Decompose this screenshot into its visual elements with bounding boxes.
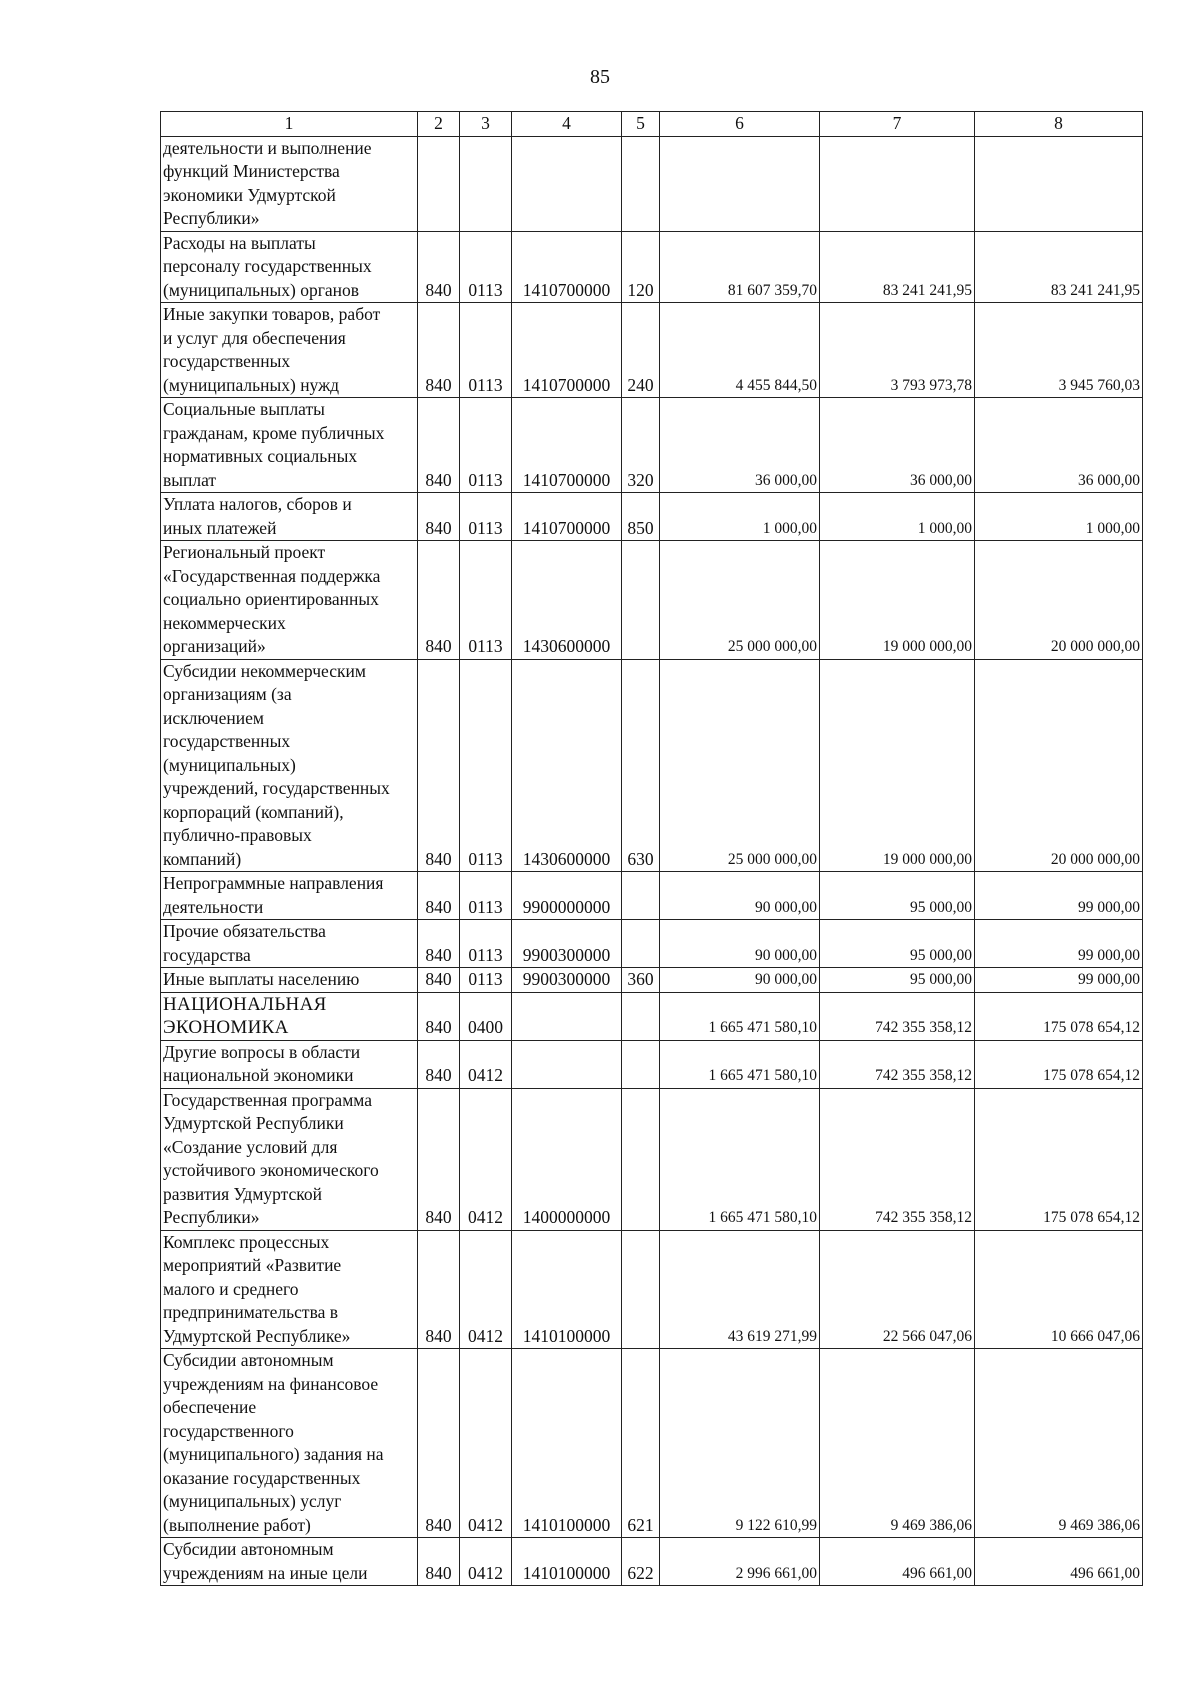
item-name-cell <box>161 303 418 398</box>
expense-type-code <box>622 1040 660 1088</box>
section-code: 0412 <box>460 1088 512 1230</box>
amount-col-8: 175 078 654,12 <box>975 1088 1143 1230</box>
amount-col-7: 22 566 047,06 <box>820 1230 975 1349</box>
table-body <box>161 136 1143 1586</box>
item-name-cell <box>161 992 418 1040</box>
section-code: 0412 <box>460 1349 512 1538</box>
table-row <box>161 1349 1143 1538</box>
item-name: Субсидии автономным учреждениям на иные цели <box>163 1539 368 1583</box>
item-name: Социальные выплаты гражданам, кроме публичных нормативных социальных выплат <box>163 399 385 490</box>
amount-col-7: 95 000,00 <box>820 872 975 920</box>
target-article-code: 1410700000 <box>512 398 622 493</box>
table-row <box>161 303 1143 398</box>
budget-table <box>160 111 1143 1586</box>
header-col-5: 5 <box>622 112 660 137</box>
expense-type-code: 622 <box>622 1538 660 1586</box>
item-name: Комплекс процессных мероприятий «Развитие малого и среднего предпринимательства в Удмуртской Республике» <box>163 1231 351 1346</box>
ministry-code: 840 <box>418 1230 460 1349</box>
section-code: 0113 <box>460 659 512 872</box>
target-article-code <box>512 136 622 231</box>
expense-type-code <box>622 1230 660 1349</box>
amount-col-8: 36 000,00 <box>975 398 1143 493</box>
expense-type-code <box>622 1088 660 1230</box>
section-code: 0113 <box>460 920 512 968</box>
amount-col-8: 99 000,00 <box>975 920 1143 968</box>
amount-col-6: 90 000,00 <box>660 872 820 920</box>
item-name-cell <box>161 493 418 541</box>
item-name: Субсидии некоммерческим организациям (за исключением государственных (муниципальных) учреждений, государственных корпораций (компаний), публично-правовых компаний) <box>163 660 390 869</box>
item-name-cell <box>161 968 418 993</box>
ministry-code: 840 <box>418 872 460 920</box>
table-row <box>161 920 1143 968</box>
item-name-cell <box>161 1088 418 1230</box>
expense-type-code <box>622 920 660 968</box>
table-row <box>161 1088 1143 1230</box>
amount-col-7: 742 355 358,12 <box>820 1040 975 1088</box>
amount-col-7: 3 793 973,78 <box>820 303 975 398</box>
amount-col-6: 25 000 000,00 <box>660 659 820 872</box>
amount-col-7: 496 661,00 <box>820 1538 975 1586</box>
table-row-section <box>161 992 1143 1040</box>
table-row <box>161 1040 1143 1088</box>
item-name: деятельности и выполнение функций Министерства экономики Удмуртской Республики» <box>163 137 372 228</box>
section-code: 0113 <box>460 398 512 493</box>
target-article-code <box>512 1040 622 1088</box>
amount-col-8 <box>975 136 1143 231</box>
amount-col-8: 175 078 654,12 <box>975 992 1143 1040</box>
section-code: 0412 <box>460 1538 512 1586</box>
amount-col-8: 99 000,00 <box>975 872 1143 920</box>
item-name-cell <box>161 1040 418 1088</box>
section-code: 0113 <box>460 303 512 398</box>
ministry-code: 840 <box>418 541 460 660</box>
ministry-code: 840 <box>418 231 460 303</box>
item-name: Иные закупки товаров, работ и услуг для обеспечения государственных (муниципальных) нужд <box>163 304 381 395</box>
expense-type-code <box>622 136 660 231</box>
ministry-code <box>418 136 460 231</box>
section-code: 0412 <box>460 1040 512 1088</box>
section-code: 0113 <box>460 968 512 993</box>
amount-col-8: 3 945 760,03 <box>975 303 1143 398</box>
expense-type-code <box>622 992 660 1040</box>
target-article-code: 9900300000 <box>512 968 622 993</box>
amount-col-6: 2 996 661,00 <box>660 1538 820 1586</box>
ministry-code: 840 <box>418 1088 460 1230</box>
table-row <box>161 398 1143 493</box>
amount-col-6: 1 665 471 580,10 <box>660 992 820 1040</box>
table-row <box>161 659 1143 872</box>
amount-col-6: 90 000,00 <box>660 968 820 993</box>
amount-col-7: 1 000,00 <box>820 493 975 541</box>
amount-col-7: 95 000,00 <box>820 968 975 993</box>
amount-col-7: 95 000,00 <box>820 920 975 968</box>
ministry-code: 840 <box>418 398 460 493</box>
header-col-7: 7 <box>820 112 975 137</box>
header-row <box>161 112 1143 137</box>
item-name: Прочие обязательства государства <box>163 921 326 965</box>
target-article-code: 1410100000 <box>512 1349 622 1538</box>
section-code: 0412 <box>460 1230 512 1349</box>
expense-type-code: 621 <box>622 1349 660 1538</box>
amount-col-7: 742 355 358,12 <box>820 1088 975 1230</box>
item-name: Другие вопросы в области национальной экономики <box>163 1041 361 1085</box>
target-article-code: 1410700000 <box>512 303 622 398</box>
item-name: Расходы на выплаты персоналу государственных (муниципальных) органов <box>163 232 372 300</box>
table-row <box>161 231 1143 303</box>
amount-col-8: 9 469 386,06 <box>975 1349 1143 1538</box>
amount-col-8: 1 000,00 <box>975 493 1143 541</box>
section-code: 0400 <box>460 992 512 1040</box>
table-row <box>161 1230 1143 1349</box>
item-name-cell <box>161 920 418 968</box>
item-name: Субсидии автономным учреждениям на финансовое обеспечение государственного (муниципального) задания на оказание государственных (муниципальных) услуг (выполнение работ) <box>163 1350 384 1535</box>
expense-type-code: 630 <box>622 659 660 872</box>
table-row <box>161 136 1143 231</box>
table-row <box>161 968 1143 993</box>
target-article-code: 1430600000 <box>512 659 622 872</box>
target-article-code: 1410100000 <box>512 1538 622 1586</box>
amount-col-8: 20 000 000,00 <box>975 659 1143 872</box>
amount-col-6: 90 000,00 <box>660 920 820 968</box>
item-name-cell <box>161 1349 418 1538</box>
amount-col-6: 81 607 359,70 <box>660 231 820 303</box>
amount-col-7: 19 000 000,00 <box>820 541 975 660</box>
header-col-1: 1 <box>161 112 418 137</box>
target-article-code: 1410700000 <box>512 231 622 303</box>
amount-col-7: 83 241 241,95 <box>820 231 975 303</box>
item-name-cell <box>161 541 418 660</box>
amount-col-8: 20 000 000,00 <box>975 541 1143 660</box>
target-article-code: 1430600000 <box>512 541 622 660</box>
ministry-code: 840 <box>418 1349 460 1538</box>
amount-col-8: 83 241 241,95 <box>975 231 1143 303</box>
item-name: Региональный проект «Государственная поддержка социально ориентированных некоммерческих организаций» <box>163 542 381 656</box>
amount-col-7: 742 355 358,12 <box>820 992 975 1040</box>
ministry-code: 840 <box>418 968 460 993</box>
ministry-code: 840 <box>418 659 460 872</box>
expense-type-code <box>622 872 660 920</box>
item-name: Непрограммные направления деятельности <box>163 873 384 917</box>
item-name: Государственная программа Удмуртской Республики «Создание условий для устойчивого экономического развития Удмуртской Республики» <box>163 1089 379 1227</box>
section-code: 0113 <box>460 493 512 541</box>
amount-col-7: 19 000 000,00 <box>820 659 975 872</box>
target-article-code <box>512 992 622 1040</box>
header-col-2: 2 <box>418 112 460 137</box>
amount-col-8: 496 661,00 <box>975 1538 1143 1586</box>
target-article-code: 1400000000 <box>512 1088 622 1230</box>
section-code <box>460 136 512 231</box>
table-row <box>161 493 1143 541</box>
item-name: НАЦИОНАЛЬНАЯ ЭКОНОМИКА <box>163 993 327 1038</box>
item-name: Иные выплаты населению <box>163 969 360 989</box>
expense-type-code <box>622 541 660 660</box>
amount-col-7: 36 000,00 <box>820 398 975 493</box>
amount-col-6: 9 122 610,99 <box>660 1349 820 1538</box>
table-row <box>161 541 1143 660</box>
amount-col-6: 1 665 471 580,10 <box>660 1088 820 1230</box>
header-col-8: 8 <box>975 112 1143 137</box>
amount-col-6: 1 665 471 580,10 <box>660 1040 820 1088</box>
ministry-code: 840 <box>418 303 460 398</box>
target-article-code: 9900300000 <box>512 920 622 968</box>
item-name-cell <box>161 872 418 920</box>
header-col-6: 6 <box>660 112 820 137</box>
table-row <box>161 1538 1143 1586</box>
ministry-code: 840 <box>418 992 460 1040</box>
page-number: 85 <box>590 66 610 88</box>
section-code: 0113 <box>460 872 512 920</box>
item-name-cell <box>161 231 418 303</box>
target-article-code: 9900000000 <box>512 872 622 920</box>
expense-type-code: 360 <box>622 968 660 993</box>
header-col-4: 4 <box>512 112 622 137</box>
ministry-code: 840 <box>418 920 460 968</box>
amount-col-6: 36 000,00 <box>660 398 820 493</box>
target-article-code: 1410700000 <box>512 493 622 541</box>
expense-type-code: 320 <box>622 398 660 493</box>
table-row <box>161 872 1143 920</box>
ministry-code: 840 <box>418 1040 460 1088</box>
amount-col-6: 43 619 271,99 <box>660 1230 820 1349</box>
amount-col-6 <box>660 136 820 231</box>
header-col-3: 3 <box>460 112 512 137</box>
item-name-cell <box>161 136 418 231</box>
amount-col-6: 25 000 000,00 <box>660 541 820 660</box>
amount-col-8: 175 078 654,12 <box>975 1040 1143 1088</box>
ministry-code: 840 <box>418 493 460 541</box>
section-code: 0113 <box>460 231 512 303</box>
ministry-code: 840 <box>418 1538 460 1586</box>
item-name-cell <box>161 398 418 493</box>
item-name-cell <box>161 1538 418 1586</box>
amount-col-7: 9 469 386,06 <box>820 1349 975 1538</box>
amount-col-7 <box>820 136 975 231</box>
item-name: Уплата налогов, сборов и иных платежей <box>163 494 352 538</box>
amount-col-6: 4 455 844,50 <box>660 303 820 398</box>
item-name-cell <box>161 1230 418 1349</box>
expense-type-code: 240 <box>622 303 660 398</box>
expense-type-code: 850 <box>622 493 660 541</box>
amount-col-8: 10 666 047,06 <box>975 1230 1143 1349</box>
expense-type-code: 120 <box>622 231 660 303</box>
amount-col-8: 99 000,00 <box>975 968 1143 993</box>
target-article-code: 1410100000 <box>512 1230 622 1349</box>
item-name-cell <box>161 659 418 872</box>
section-code: 0113 <box>460 541 512 660</box>
amount-col-6: 1 000,00 <box>660 493 820 541</box>
